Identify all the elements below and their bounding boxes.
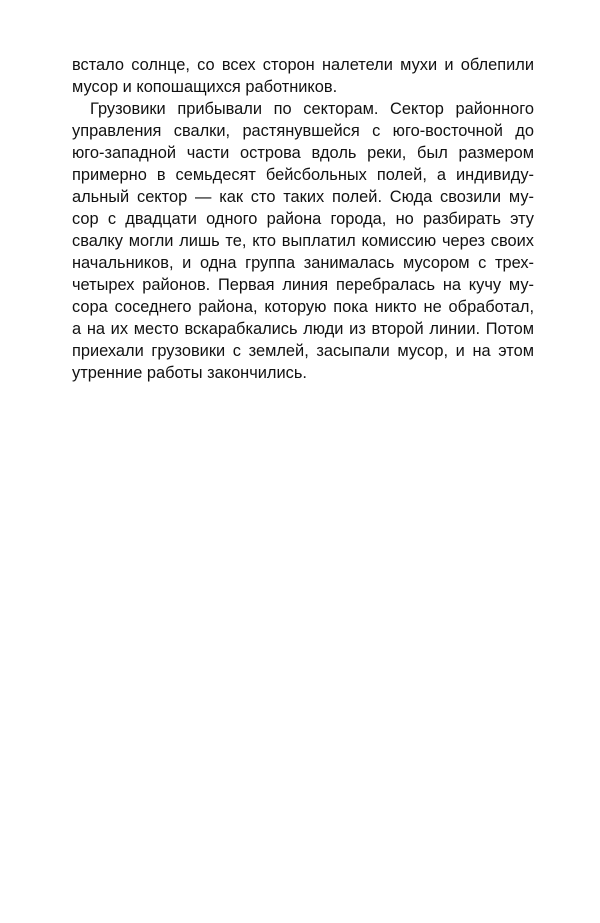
text-line: четырех районов. Первая линия перебралась на кучу му- [72, 276, 534, 294]
text-line: приехали грузовики с землей, засыпали мусор, и на этом [72, 342, 534, 360]
text-line: а на их место вскарабкались люди из второй линии. Потом [72, 320, 534, 338]
text-line: примерно в семьдесят бейсбольных полей, а индивиду- [72, 166, 534, 184]
paragraph-1 [72, 54, 534, 98]
text-line: свалку могли лишь те, кто выплатил комиссию через своих [72, 232, 534, 250]
text-line: начальников, и одна группа занималась мусором с трех- [72, 254, 534, 272]
text-line: альный сектор — как сто таких полей. Сюда свозили му- [72, 188, 534, 206]
text-line: сора соседнего района, которую пока никто не обработал, [72, 298, 534, 316]
text-line: встало солнце, со всех сторон налетели мухи и облепили [72, 56, 534, 74]
text-line: утренние работы закончились. [72, 364, 307, 382]
text-line: юго-западной части острова вдоль реки, был размером [72, 144, 534, 162]
page-body [72, 54, 534, 384]
text-line: Грузовики прибывали по секторам. Сектор районного [90, 100, 534, 118]
text-line: сор с двадцати одного района города, но разбирать эту [72, 210, 534, 228]
text-line: управления свалки, растянувшейся с юго-восточной до [72, 122, 534, 140]
paragraph-2 [72, 98, 534, 384]
text-line: мусор и копошащихся работников. [72, 78, 338, 96]
